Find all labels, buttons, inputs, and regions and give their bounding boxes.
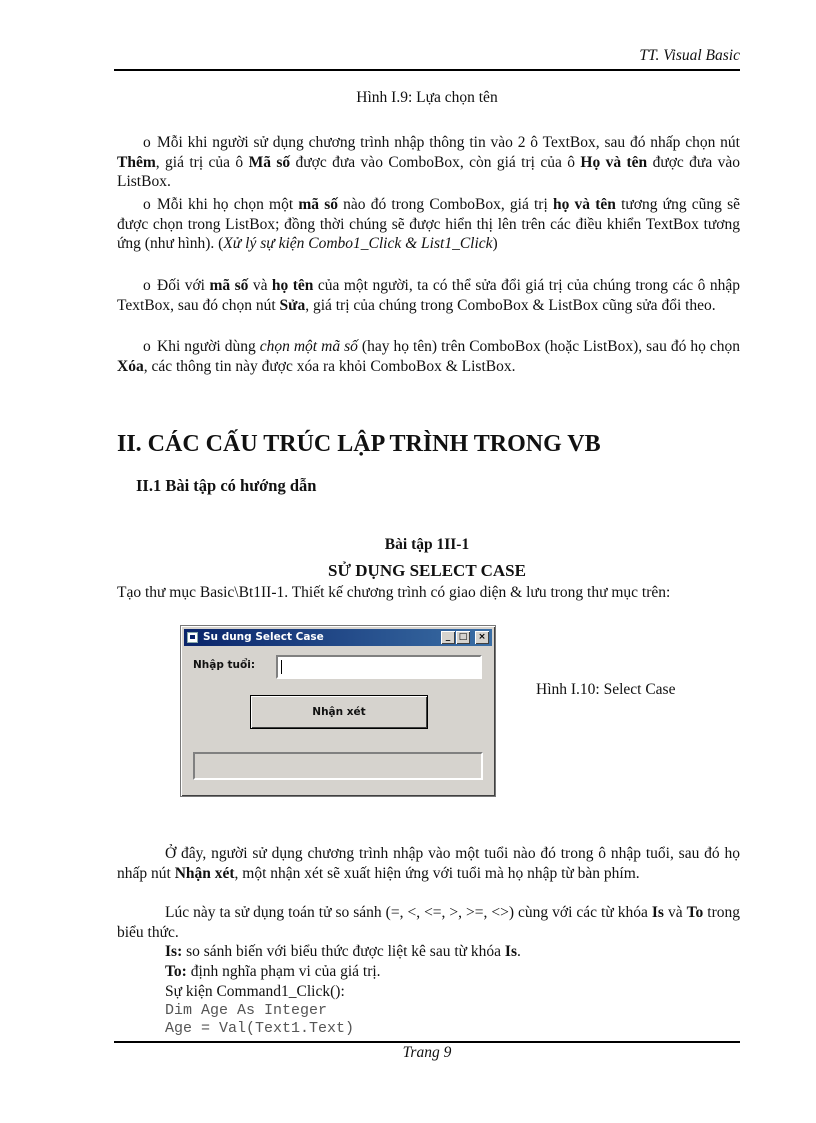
bullet-edit: o Đối với mã số và họ tên của một người, ta có thể sửa đổi giá trị của chúng trong các ô nhập TextBox, sau đó chọn nút Sửa, giá trị của chúng trong ComboBox & ListBox cũng sửa đổi theo. — [117, 277, 740, 314]
bullet-marker: o — [143, 277, 151, 294]
event-label: Sự kiện Command1_Click(): — [165, 983, 345, 1000]
age-label: Nhập tuổi: — [193, 659, 256, 671]
bullet-marker: o — [143, 338, 151, 355]
subsection-heading: II.1 Bài tập có hướng dẫn — [136, 476, 317, 495]
code-line: Dim Age As Integer — [165, 1002, 328, 1019]
close-button[interactable]: × — [475, 631, 489, 644]
header-rule — [114, 69, 740, 71]
figure-caption-i9: Hình I.9: Lựa chọn tên — [356, 89, 498, 106]
bullet-delete: o Khi người dùng chọn một mã số (hay họ tên) trên ComboBox (hoặc ListBox), sau đó họ chọn Xóa, các thông tin này được xóa ra khỏi ComboBox & ListBox. — [117, 338, 741, 375]
figure-caption-i10: Hình I.10: Select Case — [536, 681, 676, 698]
code-line: Age = Val(Text1.Text) — [165, 1020, 355, 1037]
window-title: Su dung Select Case — [203, 631, 324, 643]
minimize-button[interactable]: _ — [441, 631, 455, 644]
exercise-title: SỬ DỤNG SELECT CASE — [328, 561, 526, 580]
bullet-add: o Mỗi khi người sử dụng chương trình nhập thông tin vào 2 ô TextBox, sau đó nhấp chọn nút Thêm, giá trị của ô Mã số được đưa vào ComboBox, còn giá trị của ô Họ và tên được đưa vào ListBox. — [117, 134, 740, 191]
exercise-intro: Tạo thư mục Basic\Bt1II-1. Thiết kế chương trình có giao diện & lưu trong thư mục trên: — [117, 584, 671, 601]
text-caret — [281, 660, 282, 674]
age-input[interactable] — [276, 655, 482, 679]
bullet-marker: o — [143, 134, 151, 151]
page-number: Trang 9 — [402, 1044, 452, 1061]
vb-window — [180, 625, 496, 797]
result-output — [193, 752, 483, 780]
exercise-number: Bài tập 1II-1 — [384, 536, 470, 553]
form-icon — [187, 632, 198, 643]
maximize-button[interactable]: □ — [456, 631, 470, 644]
bullet-marker: o — [143, 196, 151, 213]
page-header: TT. Visual Basic — [639, 47, 740, 64]
definition-is: Is: so sánh biến với biểu thức được liệt kê sau từ khóa Is. — [165, 943, 521, 960]
definition-to: To: định nghĩa phạm vi của giá trị. — [165, 963, 381, 980]
paragraph-operators: Lúc này ta sử dụng toán tử so sánh (=, <, <=, >, >=, <>) cùng với các từ khóa Is và To trong biểu thức. — [117, 904, 740, 941]
section-heading: II. CÁC CẤU TRÚC LẬP TRÌNH TRONG VB — [117, 431, 601, 457]
bullet-select: o Mỗi khi họ chọn một mã số nào đó trong ComboBox, giá trị họ và tên tương ứng cũng sẽ được chọn trong ListBox; đồng thời chúng sẽ được hiển thị lên trên các điều khiển TextBox tương ứng (như hình). (Xử lý sự kiện Combo1_Click & List1_Click) — [117, 196, 741, 253]
judge-button[interactable]: Nhận xét — [251, 696, 427, 728]
window-titlebar[interactable] — [184, 629, 492, 646]
footer-rule — [114, 1041, 740, 1043]
paragraph-usage: Ở đây, người sử dụng chương trình nhập vào một tuổi nào đó trong ô nhập tuổi, sau đó họ nhấp nút Nhận xét, một nhận xét sẽ xuất hiện ứng với tuổi mà họ nhập từ bàn phím. — [117, 845, 740, 882]
